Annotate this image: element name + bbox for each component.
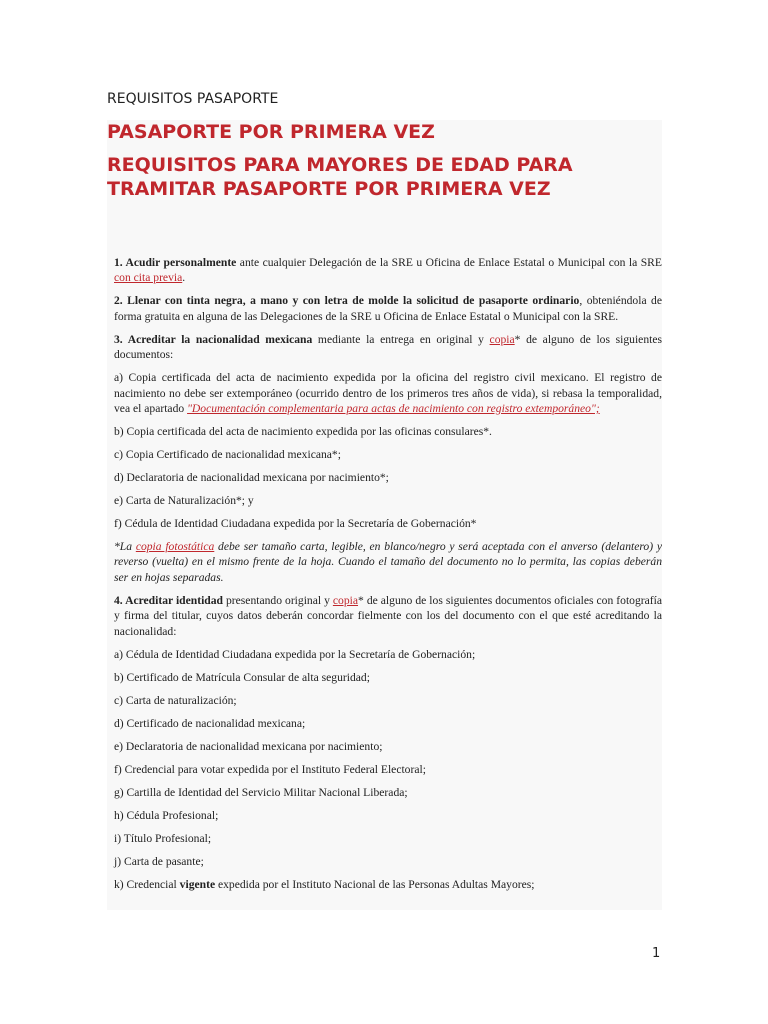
- heading-primera-vez: PASAPORTE POR PRIMERA VEZ: [107, 121, 435, 143]
- heading-requisitos-mayores: REQUISITOS PARA MAYORES DE EDAD PARA TRAMITAR PASAPORTE POR PRIMERA VEZ: [107, 154, 573, 200]
- requirement-1: 1. Acudir personalmente ante cualquier Delegación de la SRE u Oficina de Enlace Estatal o Municipal con la SRE con cita previa.: [114, 256, 663, 285]
- list-item: j) Carta de pasante;: [114, 854, 204, 868]
- list-item: a) Copia certificada del acta de nacimiento expedida por la oficina del registro civil mexicano. El registro de nacimiento no debe ser extemporáneo (ocurrido dentro de los primeros tres años de vida), si rebasa la temporalidad, vea el apartado "Documentación complementaria para actas de nacimiento con registro extemporáneo";: [114, 371, 662, 416]
- list-item: g) Cartilla de Identidad del Servicio Militar Nacional Liberada;: [114, 785, 408, 799]
- list-item: d) Certificado de nacionalidad mexicana;: [114, 716, 306, 730]
- list-item: a) Cédula de Identidad Ciudadana expedida por la Secretaría de Gobernación;: [114, 647, 476, 661]
- requirement-3: 3. Acreditar la nacionalidad mexicana mediante la entrega en original y copia* de alguno de los siguientes documentos:: [114, 332, 662, 362]
- list-item: e) Carta de Naturalización*; y: [114, 494, 254, 508]
- list-item: k) Credencial vigente expedida por el Instituto Nacional de las Personas Adultas Mayores;: [114, 877, 535, 891]
- list-item: i) Título Profesional;: [114, 831, 212, 845]
- requirements-body: [114, 255, 662, 900]
- list-item: c) Copia Certificado de nacionalidad mexicana*;: [114, 448, 341, 462]
- copia-fotostatica-link[interactable]: copia fotostática: [135, 540, 215, 554]
- copia-link[interactable]: copia: [332, 593, 359, 607]
- list-item: e) Declaratoria de nacionalidad mexicana por nacimiento;: [114, 739, 383, 753]
- list-item: b) Copia certificada del acta de nacimiento expedida por las oficinas consulares*.: [114, 425, 492, 439]
- requirement-4-title: 4. Acreditar identidad: [114, 593, 223, 607]
- requirement-1-title: 1. Acudir personalmente: [114, 256, 237, 269]
- list-item: b) Certificado de Matrícula Consular de alta seguridad;: [114, 670, 370, 684]
- list-item: h) Cédula Profesional;: [114, 808, 219, 822]
- list-item: f) Cédula de Identidad Ciudadana expedida por la Secretaría de Gobernación*: [114, 517, 477, 531]
- document-title: REQUISITOS PASAPORTE: [107, 91, 279, 107]
- requirement-2-title: 2. Llenar con tinta negra, a mano y con letra de molde la solicitud de pasaporte ordinario: [114, 294, 580, 308]
- list-item: f) Credencial para votar expedida por el Instituto Federal Electoral;: [114, 762, 426, 776]
- copy-note: *La copia fotostática debe ser tamaño carta, legible, en blanco/negro y será aceptada con el anverso (delantero) y reverso (vuelta) en el mismo frente de la hoja. Cuando el tamaño del documento no lo permita, las copias deberán ser en hojas separadas.: [114, 540, 663, 584]
- documentacion-complementaria-link[interactable]: "Documentación complementaria para actas de nacimiento con registro extemporáneo";: [187, 402, 600, 416]
- copia-link[interactable]: copia: [489, 332, 515, 346]
- cita-previa-link[interactable]: con cita previa: [114, 271, 183, 285]
- list-item: c) Carta de naturalización;: [114, 693, 237, 707]
- requirement-4: 4. Acreditar identidad presentando original y copia* de alguno de los siguientes documentos oficiales con fotografía y firma del titular, cuyos datos deberán concordar fielmente con los del documento con el que esté acreditando la nacionalidad:: [114, 593, 662, 638]
- requirement-2: 2. Llenar con tinta negra, a mano y con letra de molde la solicitud de pasaporte ordinario, obteniéndola de forma gratuita en alguna de las Delegaciones de la SRE u Oficina de Enlace Estatal o Municipal con la SRE.: [114, 294, 662, 323]
- page-number: 1: [652, 946, 661, 961]
- requirement-3-title: 3. Acreditar la nacionalidad mexicana: [114, 332, 313, 346]
- list-item: d) Declaratoria de nacionalidad mexicana por nacimiento*;: [114, 471, 389, 485]
